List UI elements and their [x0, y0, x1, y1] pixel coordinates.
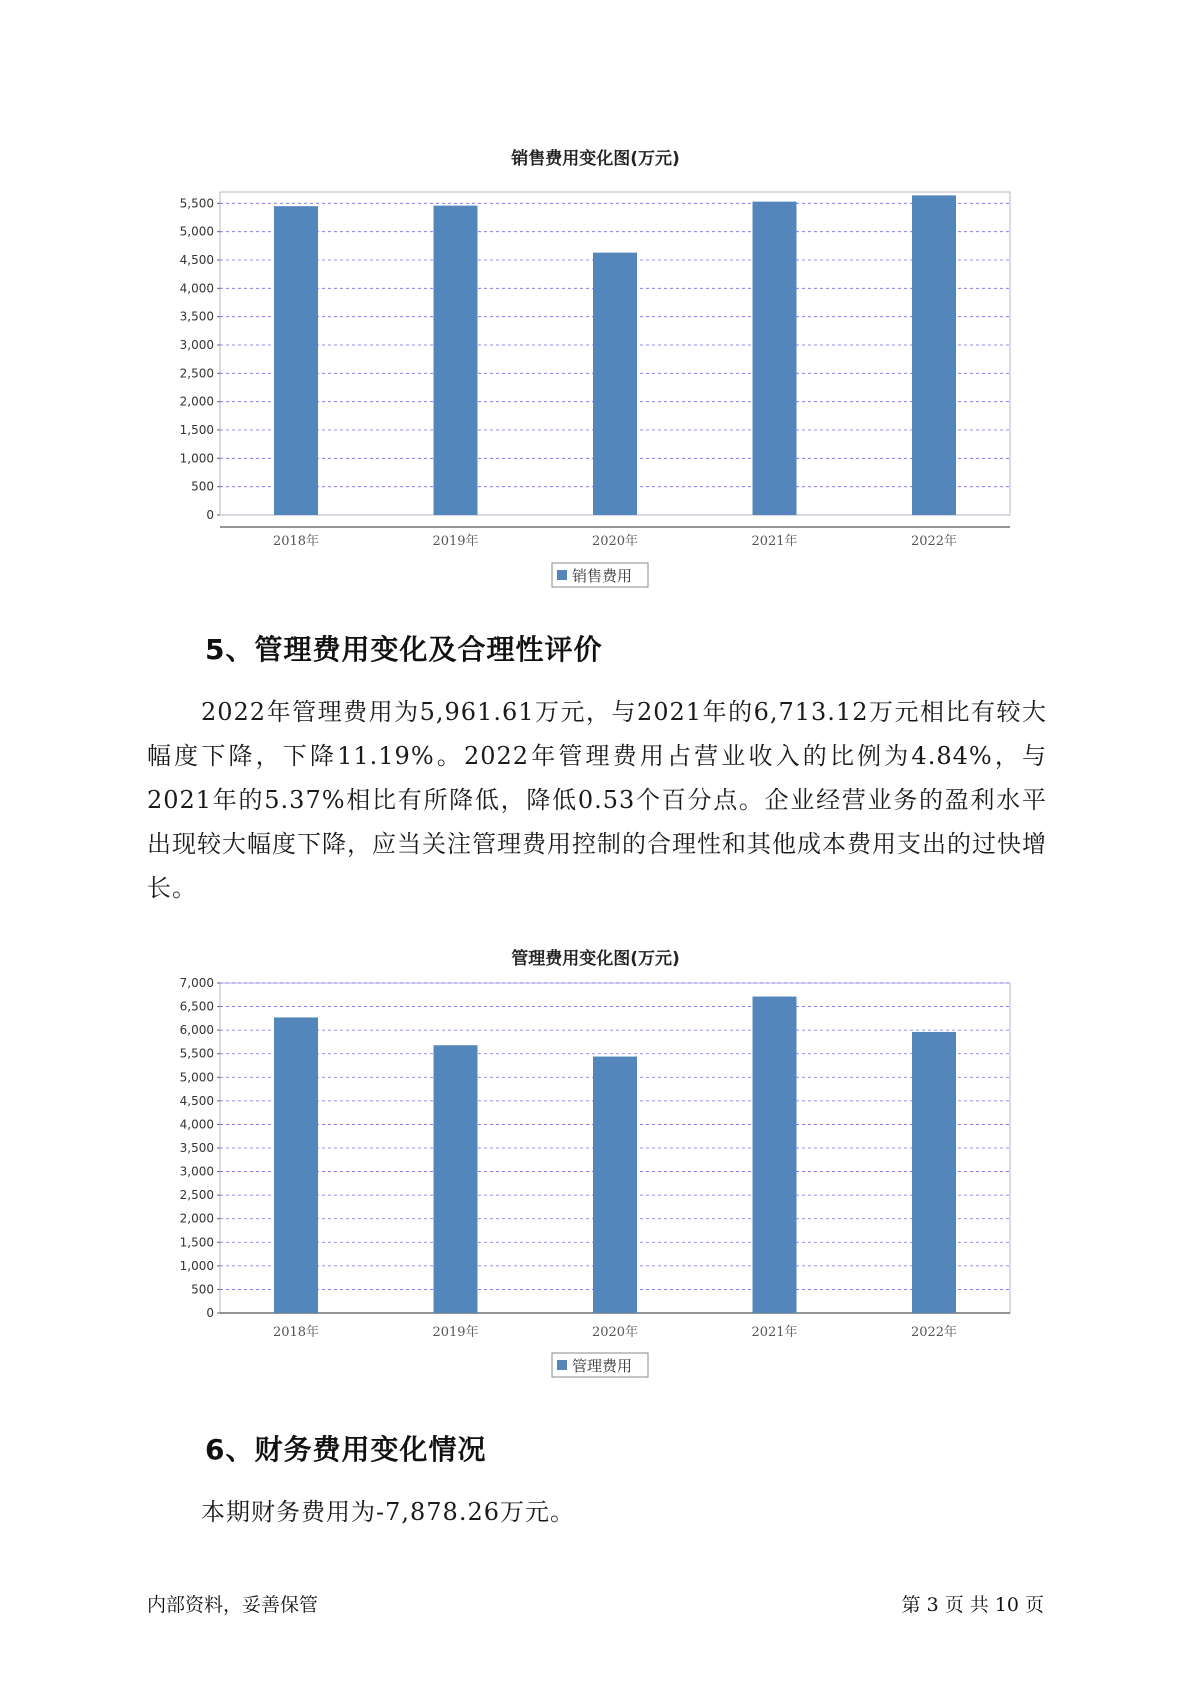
bar-2021年: [753, 997, 797, 1313]
x-tick-label: 2022年: [910, 1325, 958, 1340]
legend-label: 销售费用: [572, 567, 633, 585]
bar-2018年: [274, 206, 318, 515]
y-tick-label: 500: [191, 1282, 214, 1297]
y-tick-label: 3,500: [179, 1141, 214, 1155]
y-tick-label: 7,000: [179, 976, 214, 990]
y-tick-label: 6,000: [179, 1023, 214, 1038]
sales-expense-chart: [0, 170, 1191, 620]
y-tick-label: 6,500: [179, 999, 214, 1014]
section6-paragraph: 本期财务费用为-7,878.26万元。: [201, 1498, 575, 1526]
footer-page-number: 第 3 页 共 10 页: [901, 1594, 1044, 1616]
legend-swatch: [557, 570, 567, 580]
bar-2022年: [912, 195, 956, 515]
x-tick-label: 2022年: [910, 534, 958, 549]
y-tick-label: 2,500: [179, 1188, 214, 1203]
y-tick-label: 1,000: [179, 1258, 214, 1273]
chart-title-sales: 销售费用变化图(万元): [511, 149, 680, 169]
bar-2022年: [912, 1032, 956, 1313]
y-tick-label: 2,000: [179, 394, 214, 409]
y-tick-label: 3,000: [179, 1164, 214, 1179]
x-tick-label: 2020年: [591, 534, 639, 549]
y-tick-label: 1,500: [179, 423, 214, 437]
y-tick-label: 3,500: [179, 309, 214, 324]
x-tick-label: 2019年: [432, 1325, 479, 1340]
legend-swatch: [557, 1360, 567, 1370]
bar-2018年: [274, 1017, 318, 1313]
y-tick-label: 5,500: [179, 196, 214, 211]
x-tick-label: 2018年: [272, 1325, 320, 1340]
section5-heading: 5、管理费用变化及合理性评价: [205, 633, 603, 666]
y-tick-label: 2,500: [179, 366, 214, 381]
bar-2019年: [434, 1045, 478, 1313]
x-tick-label: 2021年: [751, 1325, 798, 1340]
y-tick-label: 5,000: [179, 224, 214, 239]
y-tick-label: 5,000: [179, 1070, 214, 1085]
y-tick-label: 0: [206, 508, 214, 522]
x-tick-label: 2019年: [432, 534, 479, 549]
y-tick-label: 4,500: [179, 253, 214, 267]
y-tick-label: 4,000: [179, 281, 214, 296]
chart-title-admin: 管理费用变化图(万元): [511, 949, 680, 969]
x-tick-label: 2021年: [751, 534, 798, 549]
y-tick-label: 0: [206, 1306, 214, 1320]
x-tick-label: 2020年: [591, 1325, 639, 1340]
legend-label: 管理费用: [572, 1357, 633, 1375]
admin-expense-chart: [0, 970, 1191, 1410]
y-tick-label: 4,500: [179, 1093, 214, 1108]
y-tick-label: 500: [191, 479, 214, 494]
x-tick-label: 2018年: [272, 534, 320, 549]
y-tick-label: 5,500: [179, 1046, 214, 1061]
section5-paragraph: 2022年管理费用为5,961.61万元，与2021年的6,713.12万元相比有较大幅度下降，下降11.19%。2022年管理费用占营业收入的比例为4.84%，与2021年的5.37%相比有所降低，降低0.53个百分点。企业经营业务的盈利水平出现较大幅度下降，应当关注管理费用控制的合理性和其他成本费用支出的过快增长。: [147, 698, 1047, 902]
footer-confidential: 内部资料，妥善保管: [147, 1594, 319, 1616]
bar-2020年: [593, 253, 637, 515]
section6-heading: 6、财务费用变化情况: [205, 1433, 487, 1466]
y-tick-label: 4,000: [179, 1117, 214, 1132]
y-tick-label: 1,000: [179, 451, 214, 466]
y-tick-label: 1,500: [179, 1235, 214, 1250]
bar-2020年: [593, 1057, 637, 1313]
bar-2019年: [434, 206, 478, 515]
bar-2021年: [753, 202, 797, 515]
y-tick-label: 2,000: [179, 1211, 214, 1226]
y-tick-label: 3,000: [179, 338, 214, 352]
